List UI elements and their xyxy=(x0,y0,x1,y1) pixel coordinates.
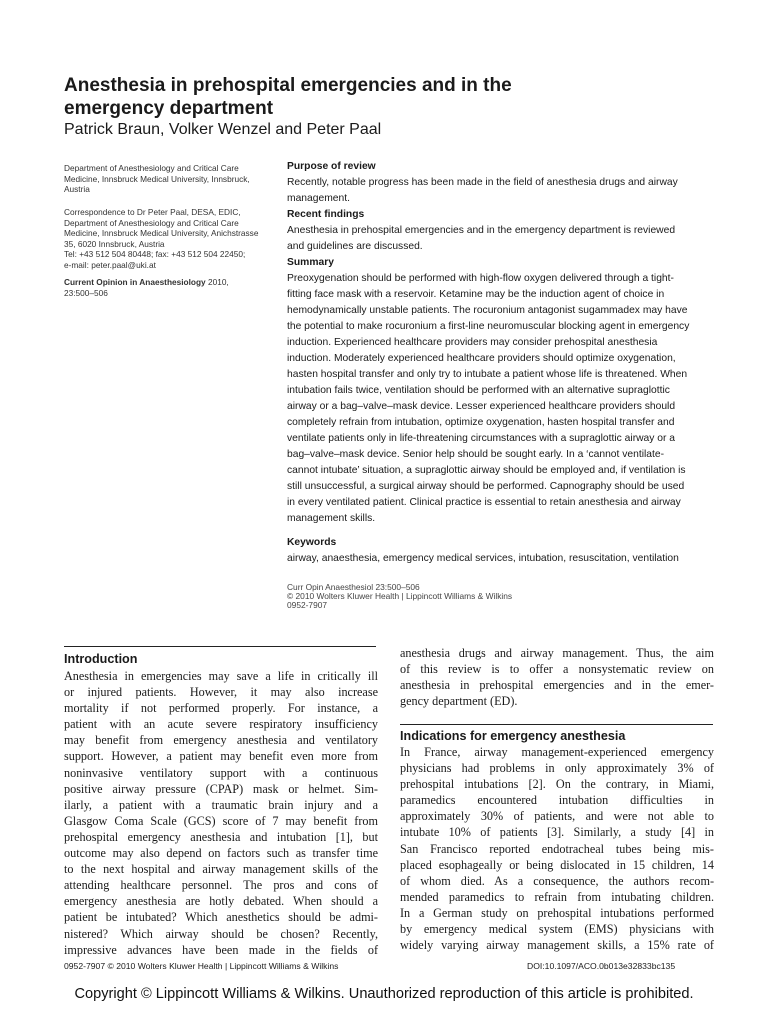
keywords-block xyxy=(287,535,717,567)
text-line: Recently, notable progress has been made in the field of anesthesia drugs and airway xyxy=(287,177,678,188)
text-line: impressive advances have been made in the fields of xyxy=(64,942,378,957)
text-line: 0952-7907 xyxy=(287,600,328,610)
text-line: ventilate patients only in life-threatening circumstances with a supraglottic airway or a xyxy=(287,433,676,444)
text-line: © 2010 Wolters Kluwer Health | Lippincott Williams & Wilkins xyxy=(287,591,513,601)
text-line: management. xyxy=(287,193,350,204)
text-line: Anesthesia in prehospital emergencies and in the emergency department is reviewed xyxy=(287,225,676,236)
text-line: emergency anesthesia are hotly debated. When should a xyxy=(64,894,378,909)
text-line: attending healthcare personnel. The pros and cons of xyxy=(64,878,378,893)
text-line: may benefit from emergency anesthesia and ventilatory xyxy=(64,733,378,748)
text-line: Curr Opin Anaesthesiol 23:500–506 xyxy=(287,582,420,592)
text-line: 35, 6020 Innsbruck, Austria xyxy=(64,238,165,249)
text-line: Department of Anesthesiology and Critical Care xyxy=(64,217,239,228)
text-line: to the next hospital and airway management skills of the xyxy=(64,862,378,877)
text-line: induction. Experienced healthcare providers may consider prehospital anesthesia xyxy=(287,337,658,348)
text-line: outcome may also depend on factors such as transfer time xyxy=(64,846,378,861)
citation-info xyxy=(287,583,512,610)
text-line: Correspondence to Dr Peter Paal, DESA, EDIC, xyxy=(64,207,241,217)
text-line: patient be intubated? Which anesthetics should be admi- xyxy=(64,910,378,925)
affiliation xyxy=(64,163,276,195)
article-title: Anesthesia in prehospital emergencies and in the emergency department xyxy=(64,75,512,119)
indications-heading: Indications for emergency anesthesia xyxy=(400,729,626,743)
footer-publisher: 0952-7907 © 2010 Wolters Kluwer Health | Lippincott Williams & Wilkins xyxy=(64,961,339,971)
text-line: completely refrain from intubation, optimize oxygenation, hasten hospital transfer and xyxy=(287,417,675,428)
purpose-text xyxy=(287,175,717,207)
text-line: in every ventilated patient. Clinical practice is essential to retain anesthesia and airway xyxy=(287,497,681,508)
text-line: by emergency medical system (EMS) physicians with xyxy=(400,922,714,937)
text-line: mortality if not performed properly. For instance, a xyxy=(64,701,378,716)
text-line: In a German study on prehospital intubations performed xyxy=(400,905,714,920)
findings-heading: Recent findings xyxy=(287,209,365,220)
section-divider xyxy=(64,646,376,647)
introduction-heading: Introduction xyxy=(64,652,138,666)
text-line: Tel: +43 512 504 80448; fax: +43 512 504 22450; xyxy=(64,249,246,260)
text-line: the potential to make rocuronium a first-line neuromuscular blocking agent in emergency xyxy=(287,321,690,332)
text-line: Austria xyxy=(64,184,90,195)
text-line: prehospital emergency anesthesia and intubation [1], but xyxy=(64,829,378,844)
text-line: management skills. xyxy=(287,513,376,524)
text-line: Medicine, Innsbruck Medical University, Innsbruck, xyxy=(64,173,250,184)
text-line: hasten hospital transfer and only try to intubate a patient whose life is threatened. When xyxy=(287,369,688,380)
text-line: In France, airway management-experienced emergency xyxy=(400,745,714,759)
text-line: of whom died. As a consequence, the authors recom- xyxy=(400,873,714,888)
copyright-notice: Copyright © Lippincott Williams & Wilkins. Unauthorized reproduction of this article is prohibited. xyxy=(74,986,694,1002)
text-line: of this review is to offer a nonsystematic review on xyxy=(400,662,714,677)
text-line: Medicine, Innsbruck Medical University, Anichstrasse xyxy=(64,228,259,239)
summary-heading: Summary xyxy=(287,257,334,268)
text-line: Preoxygenation should be performed with high-flow oxygen delivered through a tight- xyxy=(287,273,674,284)
text-line: Department of Anesthesiology and Critical Care xyxy=(64,163,239,173)
summary-text xyxy=(287,271,717,527)
text-line: positive airway pressure (CPAP) mask or helmet. Sim- xyxy=(64,781,378,796)
text-line: still unsuccessful, a surgical airway should be performed. Capnography should be used xyxy=(287,481,685,492)
text-line: anesthesia in prehospital emergencies and in the emer- xyxy=(400,678,714,693)
text-line: intubate 10% of patients [3]. Similarly, a study [4] in xyxy=(400,825,714,840)
text-line: Glasgow Coma Scale (GCS) score of 7 may benefit from xyxy=(64,813,378,828)
text-line: nistered? Which airway should be chosen? Recently, xyxy=(64,926,378,941)
text-line: bag–valve–mask device. Senior help should be sought early. In a ‘cannot ventilate- xyxy=(287,449,665,460)
introduction-text xyxy=(64,668,378,958)
text-line: patient with an acute severe respiratory insufficiency xyxy=(64,717,378,732)
introduction-continued xyxy=(400,645,714,709)
text-line: mended paramedics to refrain from intubating children. xyxy=(400,889,714,904)
keywords-heading: Keywords xyxy=(287,537,337,548)
text-line: gency department (ED). xyxy=(400,694,518,709)
text-line: support. However, a patient may benefit even more from xyxy=(64,749,378,764)
abstract xyxy=(287,159,717,527)
text-line: induction. Moderately experienced healthcare providers should optimize oxygenation, xyxy=(287,353,676,364)
text-line: widely varying airway management skills, a 15% rate of xyxy=(400,938,714,953)
journal-reference: Current Opinion in Anaesthesiology 2010, 23:500–506 xyxy=(64,277,229,298)
text-line: placed esophageally or being dislocated in 15 children, 14 xyxy=(400,857,714,872)
text-line: physicians had problems in only approximately 3% of xyxy=(400,761,714,776)
text-line: cannot intubate’ situation, a supraglottic airway should be employed and, if ventilation is xyxy=(287,465,686,476)
text-line: approximately 30% of patients, and were not able to xyxy=(400,809,714,824)
section-divider xyxy=(400,724,713,725)
purpose-heading: Purpose of review xyxy=(287,161,376,172)
text-line: paramedics encountered intubation difficulties in xyxy=(400,793,714,808)
text-line: prehospital intubations [2]. On the contrary, in Miami, xyxy=(400,777,714,792)
footer-doi: DOI:10.1097/ACO.0b013e32833bc135 xyxy=(527,961,676,971)
text-line: or injured patients. However, it may also increase xyxy=(64,685,378,700)
text-line: intubation fails twice, ventilation should be performed with an alternative supraglottic xyxy=(287,385,670,396)
text-line: noninvasive ventilatory support with a continuous xyxy=(64,765,378,780)
text-line: and guidelines are discussed. xyxy=(287,241,423,252)
text-line: e-mail: peter.paal@uki.at xyxy=(64,259,156,270)
author-list: Patrick Braun, Volker Wenzel and Peter Paal xyxy=(64,121,382,138)
text-line: hemodynamically unstable patients. The rocuronium antagonist sugammadex may have xyxy=(287,305,688,316)
text-line: anesthesia drugs and airway management. Thus, the aim xyxy=(400,646,714,660)
text-line: airway or a bag–valve–mask device. Lesser experienced healthcare providers should xyxy=(287,401,676,412)
findings-text xyxy=(287,223,717,255)
correspondence xyxy=(64,207,276,271)
text-line: fitting face mask with a reservoir. Ketamine may be the induction agent of choice in xyxy=(287,289,665,300)
text-line: San Francisco reported endotracheal tubes being mis- xyxy=(400,841,714,856)
text-line: Anesthesia in emergencies may save a life in critically ill xyxy=(64,669,378,683)
indications-text xyxy=(400,744,714,953)
keywords-text: airway, anaesthesia, emergency medical services, intubation, resuscitation, ventilation xyxy=(287,553,679,564)
text-line: ilarly, a patient with a traumatic brain injury and a xyxy=(64,797,378,812)
